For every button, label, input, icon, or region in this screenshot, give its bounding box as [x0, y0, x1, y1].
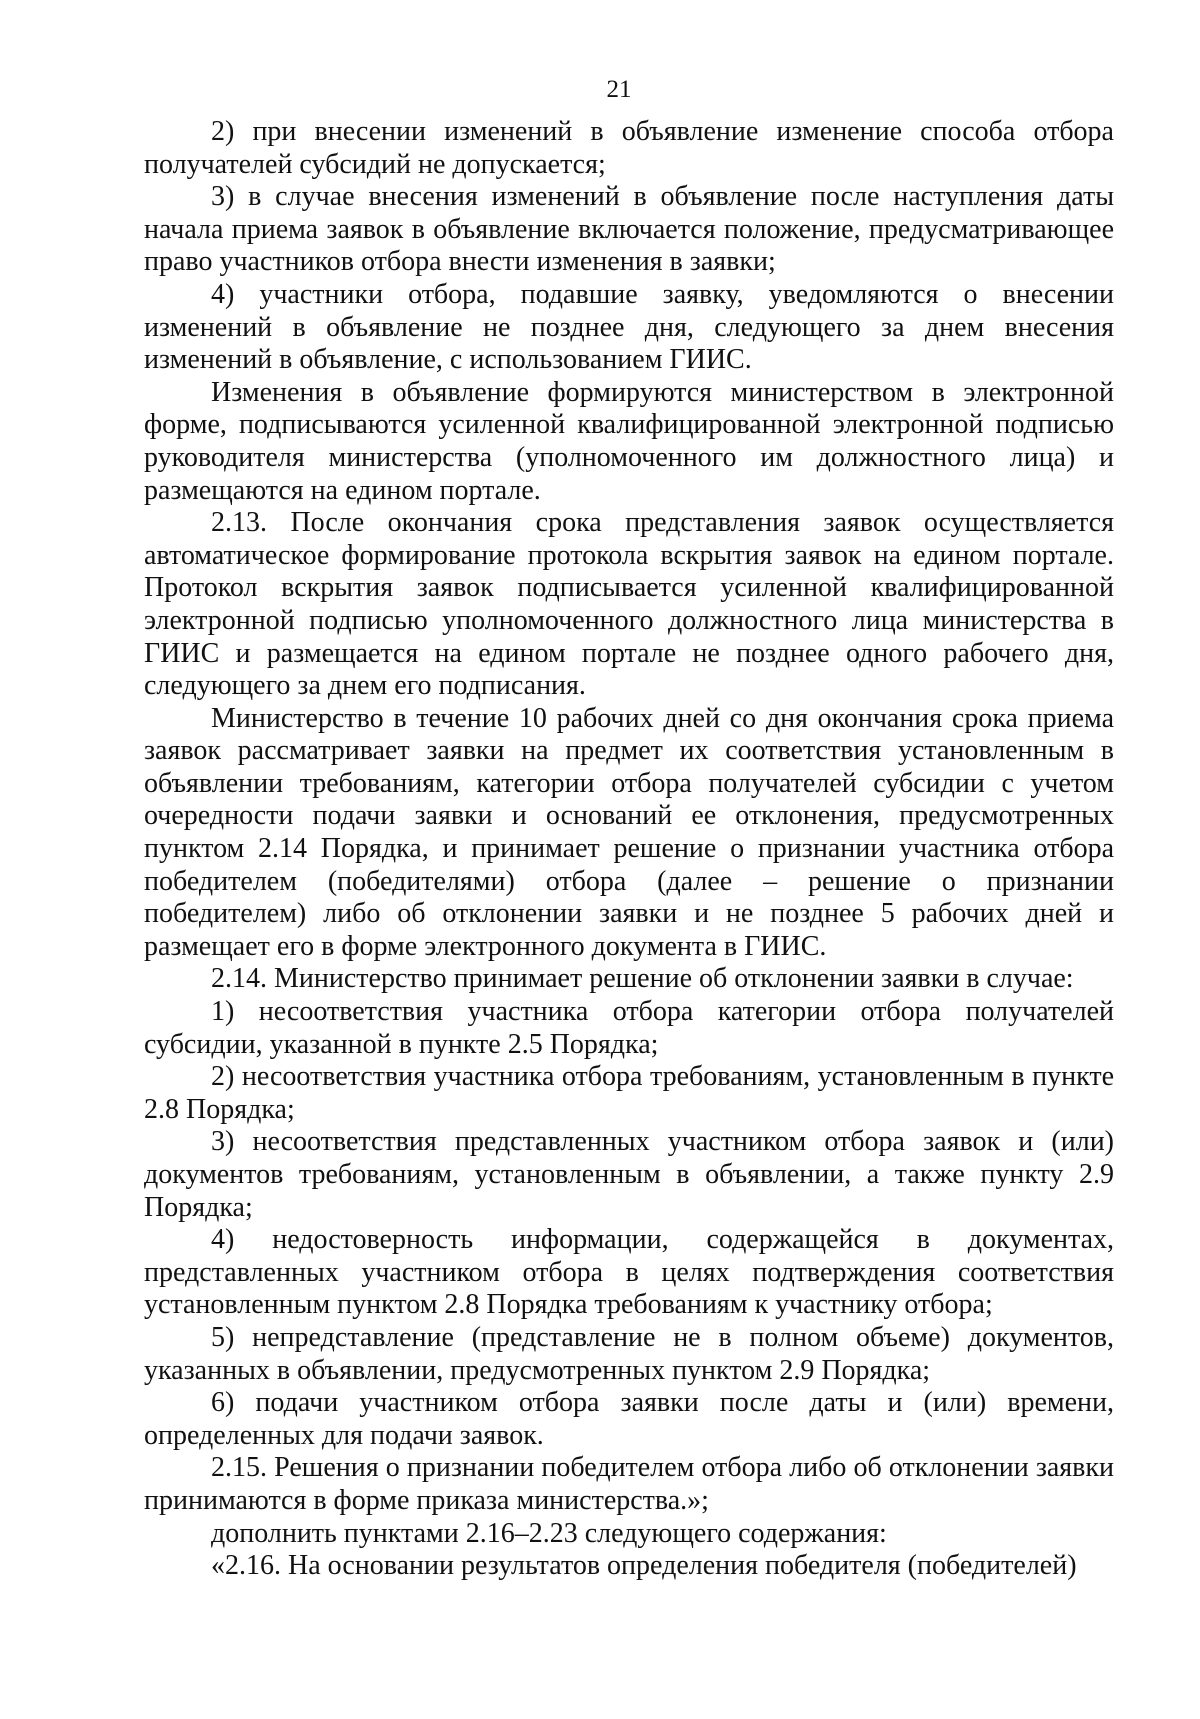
- paragraph-2-14-item-6: 6) подачи участником отбора заявки после даты и (или) времени, определенных для подачи заявок.: [144, 1387, 1114, 1451]
- paragraph-ministry-review: Министерство в течение 10 рабочих дней со дня окончания срока приема заявок рассматривает заявки на предмет их соответствия установленным в объявлении требованиям, категории отбора получателей субсидии с учетом очередности подачи заявки и оснований ее отклонения, предусмотренных пунктом 2.14 Порядка, и принимает решение о признании участника отбора победителем (победителями) отбора (далее – решение о признании победителем) либо об отклонении заявки и не позднее 5 рабочих дней и размещает его в форме электронного документа в ГИИС.: [144, 702, 1114, 962]
- paragraph-item-2: 2) при внесении изменений в объявление изменение способа отбора получателей субсидий не допускается;: [144, 116, 1114, 180]
- paragraph-2-14-item-5: 5) непредставление (представление не в полном объеме) документов, указанных в объявлении, предусмотренных пунктом 2.9 Порядка;: [144, 1321, 1114, 1386]
- paragraph-2-14-item-2: 2) несоответствия участника отбора требованиям, установленным в пункте 2.8 Порядка;: [144, 1061, 1114, 1125]
- document-body: [144, 116, 1114, 1583]
- paragraph-2-14-item-4: 4) недостоверность информации, содержащейся в документах, представленных участником отбора в целях подтверждения соответствия установленным пунктом 2.8 Порядка требованиям к участнику отбора;: [144, 1224, 1114, 1321]
- paragraph-2-16: «2.16. На основании результатов определения победителя (победителей): [211, 1550, 1077, 1582]
- paragraph-changes-form: Изменения в объявление формируются министерством в электронной форме, подписываются усиленной квалифицированной электронной подписью руководителя министерства (уполномоченного им должностного лица) и размещаются на едином портале.: [144, 376, 1114, 506]
- page-number: 21: [606, 76, 632, 103]
- paragraph-item-3: 3) в случае внесения изменений в объявление после наступления даты начала приема заявок в объявление включается положение, предусматривающее право участников отбора внести изменения в заявки;: [144, 181, 1114, 278]
- paragraph-2-14-item-3: 3) несоответствия представленных участником отбора заявок и (или) документов требованиям, установленным в объявлении, а также пункту 2.9 Порядка;: [144, 1126, 1114, 1223]
- paragraph-item-4: 4) участники отбора, подавшие заявку, уведомляются о внесении изменений в объявление не позднее дня, следующего за днем внесения изменений в объявление, с использованием ГИИС.: [144, 278, 1114, 376]
- paragraph-2-15: 2.15. Решения о признании победителем отбора либо об отклонении заявки принимаются в форме приказа министерства.»;: [144, 1452, 1114, 1516]
- paragraph-2-14-item-1: 1) несоответствия участника отбора категории отбора получателей субсидии, указанной в пункте 2.5 Порядка;: [144, 996, 1114, 1060]
- paragraph-2-14: 2.14. Министерство принимает решение об отклонении заявки в случае:: [211, 963, 1074, 995]
- paragraph-supplement: дополнить пунктами 2.16–2.23 следующего содержания:: [211, 1517, 887, 1549]
- paragraph-2-13: 2.13. После окончания срока представления заявок осуществляется автоматическое формирование протокола вскрытия заявок на едином портале. Протокол вскрытия заявок подписывается усиленной квалифицированной электронной подписью уполномоченного должностного лица министерства в ГИИС и размещается на едином портале не позднее одного рабочего дня, следующего за днем его подписания.: [144, 507, 1114, 702]
